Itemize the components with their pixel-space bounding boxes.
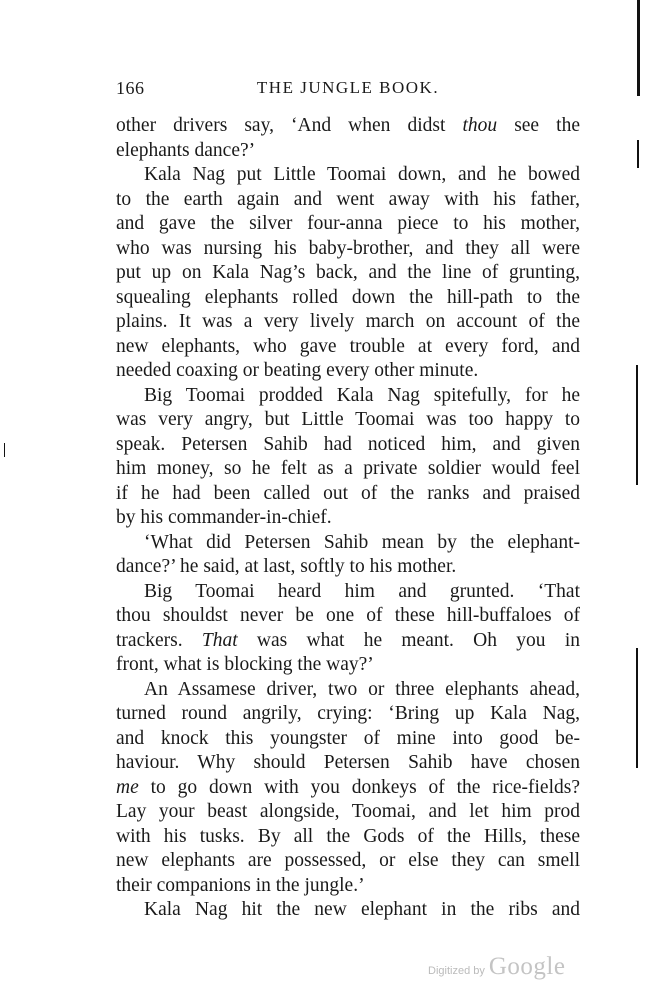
text-line: needed coaxing or beating every other minute. [116, 360, 479, 381]
text-line: haviour. Why should Petersen Sahib have chosen [116, 752, 580, 773]
text-line: and knock this youngster of mine into good be- [116, 727, 580, 749]
text-line: put up on Kala Nag’s back, and the line of grunting, [116, 262, 580, 283]
text-line: with his tusks. By all the Gods of the Hills, these [116, 825, 580, 847]
text-line: elephants dance?’ [116, 139, 256, 161]
page-number: 166 [116, 78, 145, 98]
text-line: by his commander-in-chief. [116, 507, 332, 528]
text-line: and gave the silver four-anna piece to his mother, [116, 213, 580, 234]
text-line: speak. Petersen Sahib had noticed him, and given [116, 433, 580, 455]
text-line: their companions in the jungle.’ [116, 874, 365, 896]
text-line: An Assamese driver, two or three elephants ahead, [144, 678, 580, 700]
watermark-brand: Google [488, 953, 566, 980]
text-line: new elephants are possessed, or else they can smell [116, 850, 580, 871]
text-line: was very angry, but Little Toomai was too happy to [116, 409, 580, 430]
text-line: who was nursing his baby-brother, and they all were [116, 237, 580, 259]
text-line: Kala Nag put Little Toomai down, and he bowed [144, 164, 580, 185]
edge-scan-mark [637, 0, 640, 96]
text-line: plains. It was a very lively march on account of the [116, 311, 580, 332]
text-line: other drivers say, ‘And when didst thou see the [116, 115, 580, 136]
edge-scan-mark [637, 140, 639, 168]
text-line: to the earth again and went away with his father, [116, 188, 580, 210]
watermark-prefix: Digitized by [428, 965, 485, 977]
edge-scan-mark [636, 648, 638, 768]
running-title: THE JUNGLE BOOK. [256, 78, 440, 97]
text-line: Kala Nag hit the new elephant in the ribs and [144, 899, 580, 920]
text-line: him money, so he felt as a private soldier would feel [116, 458, 580, 479]
text-line: new elephants, who gave trouble at every ford, and [116, 335, 580, 357]
text-line: ‘What did Petersen Sahib mean by the elephant- [144, 531, 580, 553]
page-header [116, 78, 580, 102]
text-line: front, what is blocking the way?’ [116, 654, 374, 675]
digitized-watermark [428, 953, 565, 983]
text-line: Big Toomai prodded Kala Nag spitefully, for he [144, 384, 580, 406]
text-line: me to go down with you donkeys of the rice-fields? [116, 776, 580, 798]
text-line: dance?’ he said, at last, softly to his mother. [116, 556, 457, 577]
edge-scan-mark [4, 443, 5, 457]
text-line: if he had been called out of the ranks and praised [116, 482, 580, 504]
text-line: turned round angrily, crying: ‘Bring up Kala Nag, [116, 703, 580, 724]
text-line: squealing elephants rolled down the hill-path to the [116, 286, 580, 308]
text-line: Big Toomai heard him and grunted. ‘That [144, 580, 580, 602]
text-line: Lay your beast alongside, Toomai, and let him prod [116, 801, 580, 822]
edge-scan-mark [636, 365, 638, 485]
text-line: trackers. That was what he meant. Oh you in [116, 629, 580, 651]
body-text [116, 114, 580, 923]
text-line: thou shouldst never be one of these hill-buffaloes of [116, 605, 580, 626]
